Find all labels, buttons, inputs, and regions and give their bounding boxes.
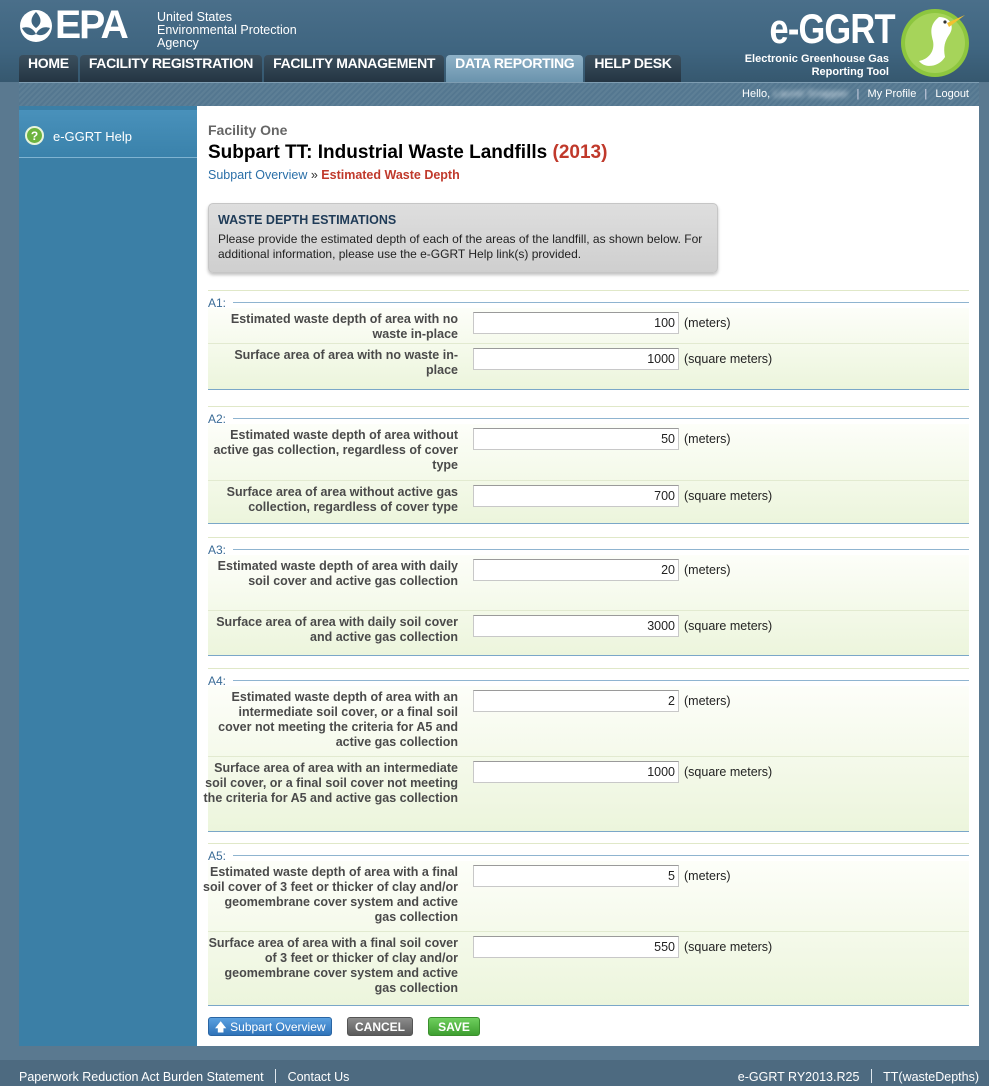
main-content — [197, 106, 979, 1046]
a2-area-input[interactable] — [473, 485, 679, 507]
form-row — [208, 611, 969, 655]
help-icon: ? — [25, 126, 44, 145]
field-label: Surface area of area with an intermediate soil cover, or a final soil cover not meeting the criteria for A5 and active gas collection — [203, 761, 458, 805]
field-label: Surface area of area with daily soil cover and active gas collection — [216, 615, 458, 644]
form-row — [208, 555, 969, 611]
section-code: A1: — [208, 296, 227, 310]
field-label: Estimated waste depth of area with an intermediate soil cover, or a final soil cover not meeting the criteria for A5 and active gas collection — [218, 690, 458, 749]
a3-depth-input[interactable] — [473, 559, 679, 581]
tab-data-reporting[interactable]: DATA REPORTING — [446, 55, 583, 82]
sidebar-item-eggrt-help[interactable] — [19, 110, 197, 158]
form-row — [208, 686, 969, 757]
form-row — [203, 861, 969, 932]
agency-name: United States Environmental Protection Agency — [157, 10, 297, 50]
unit-label: (square meters) — [684, 352, 773, 366]
breadcrumb-subpart-overview[interactable]: Subpart Overview — [208, 168, 308, 182]
form-row — [208, 308, 969, 344]
save-button[interactable]: SAVE — [428, 1017, 480, 1036]
a4-depth-input[interactable] — [473, 690, 679, 712]
form-row — [203, 757, 969, 831]
tab-facility-registration[interactable]: FACILITY REGISTRATION — [80, 55, 262, 82]
logout-link[interactable]: Logout — [935, 88, 969, 100]
eggrt-tagline: Electronic Greenhouse Gas Reporting Tool — [744, 53, 889, 78]
unit-label: (meters) — [684, 869, 731, 883]
info-box — [208, 203, 718, 273]
field-label: Surface area of area without active gas collection, regardless of cover type — [226, 485, 458, 514]
section-a2 — [208, 406, 969, 524]
reporting-year: (2013) — [552, 142, 608, 163]
tab-facility-management[interactable]: FACILITY MANAGEMENT — [264, 55, 444, 82]
page-title — [208, 142, 607, 164]
a1-area-input[interactable] — [473, 348, 679, 370]
arrow-up-icon: 🡅 — [214, 1020, 227, 1034]
field-label: Estimated waste depth of area without active gas collection, regardless of cover type — [213, 428, 458, 472]
section-code: A4: — [208, 674, 227, 688]
version-text: e-GGRT RY2013.R25 — [737, 1070, 860, 1084]
unit-label: (meters) — [684, 316, 731, 330]
epa-wordmark: EPA — [55, 3, 127, 47]
a2-depth-input[interactable] — [473, 428, 679, 450]
tab-home[interactable]: HOME — [19, 55, 78, 82]
form-row — [208, 344, 969, 389]
facility-name: Facility One — [208, 122, 288, 138]
section-code: A2: — [208, 412, 227, 426]
section-a1 — [208, 290, 969, 390]
section-code: A5: — [208, 849, 227, 863]
unit-label: (square meters) — [684, 765, 773, 779]
section-code: A3: — [208, 543, 227, 557]
sidebar — [19, 106, 197, 1046]
unit-label: (meters) — [684, 694, 731, 708]
section-a5 — [203, 843, 969, 1006]
field-label: Surface area of area with a final soil cover of 3 feet or thicker of clay and/or geomembrane cover system and active gas collection — [208, 936, 458, 995]
sidebar-item-label: e-GGRT Help — [53, 129, 132, 144]
paperwork-link[interactable]: Paperwork Reduction Act Burden Statement — [19, 1070, 264, 1084]
subpart-overview-button[interactable] — [208, 1017, 332, 1036]
form-row — [208, 481, 969, 523]
form-row — [208, 424, 969, 481]
a4-area-input[interactable] — [473, 761, 679, 783]
cancel-button[interactable]: CANCEL — [347, 1017, 413, 1036]
page-title-text: Subpart TT: Industrial Waste Landfills — [208, 142, 548, 163]
a1-depth-input[interactable] — [473, 312, 679, 334]
field-label: Estimated waste depth of area with a final soil cover of 3 feet or thicker of clay and/or geomembrane cover system and active gas collection — [203, 865, 458, 924]
unit-label: (meters) — [684, 432, 731, 446]
a3-area-input[interactable] — [473, 615, 679, 637]
unit-label: (square meters) — [684, 489, 773, 503]
field-label: Estimated waste depth of area with no waste in-place — [230, 312, 458, 341]
button-label: Subpart Overview — [230, 1020, 326, 1034]
eggrt-wordmark: e-GGRT — [769, 5, 895, 52]
my-profile-link[interactable]: My Profile — [867, 88, 917, 100]
site-header — [0, 0, 989, 82]
breadcrumb-separator: » — [310, 168, 318, 182]
user-bar: Hello, Laurel Snapper | My Profile | Logout — [19, 82, 979, 106]
unit-label: (meters) — [684, 563, 731, 577]
section-a4 — [203, 668, 969, 832]
info-box-heading: WASTE DEPTH ESTIMATIONS — [218, 213, 397, 227]
epa-flower-icon — [18, 8, 54, 44]
unit-label: (square meters) — [684, 619, 773, 633]
breadcrumb — [208, 168, 460, 182]
a5-area-input[interactable] — [473, 936, 679, 958]
user-name: Laurel Snapper — [773, 88, 849, 100]
contact-us-link[interactable]: Contact Us — [287, 1070, 350, 1084]
info-box-text: Please provide the estimated depth of each of the areas of the landfill, as shown below. For additional information, please use the e-GGRT Help link(s) provided. — [218, 232, 703, 261]
main-nav — [19, 55, 681, 82]
a5-depth-input[interactable] — [473, 865, 679, 887]
egret-bird-icon — [899, 7, 971, 79]
unit-label: (square meters) — [684, 940, 773, 954]
page-code: TT(wasteDepths) — [883, 1070, 979, 1084]
eggrt-logo[interactable] — [739, 5, 979, 80]
section-a3 — [208, 537, 969, 656]
field-label: Surface area of area with no waste in-place — [234, 348, 458, 377]
hello-text: Hello, — [742, 88, 771, 100]
field-label: Estimated waste depth of area with daily soil cover and active gas collection — [217, 559, 458, 588]
tab-help-desk[interactable]: HELP DESK — [585, 55, 680, 82]
form-row — [208, 932, 969, 1005]
breadcrumb-current: Estimated Waste Depth — [321, 168, 460, 182]
site-footer — [0, 1060, 989, 1086]
